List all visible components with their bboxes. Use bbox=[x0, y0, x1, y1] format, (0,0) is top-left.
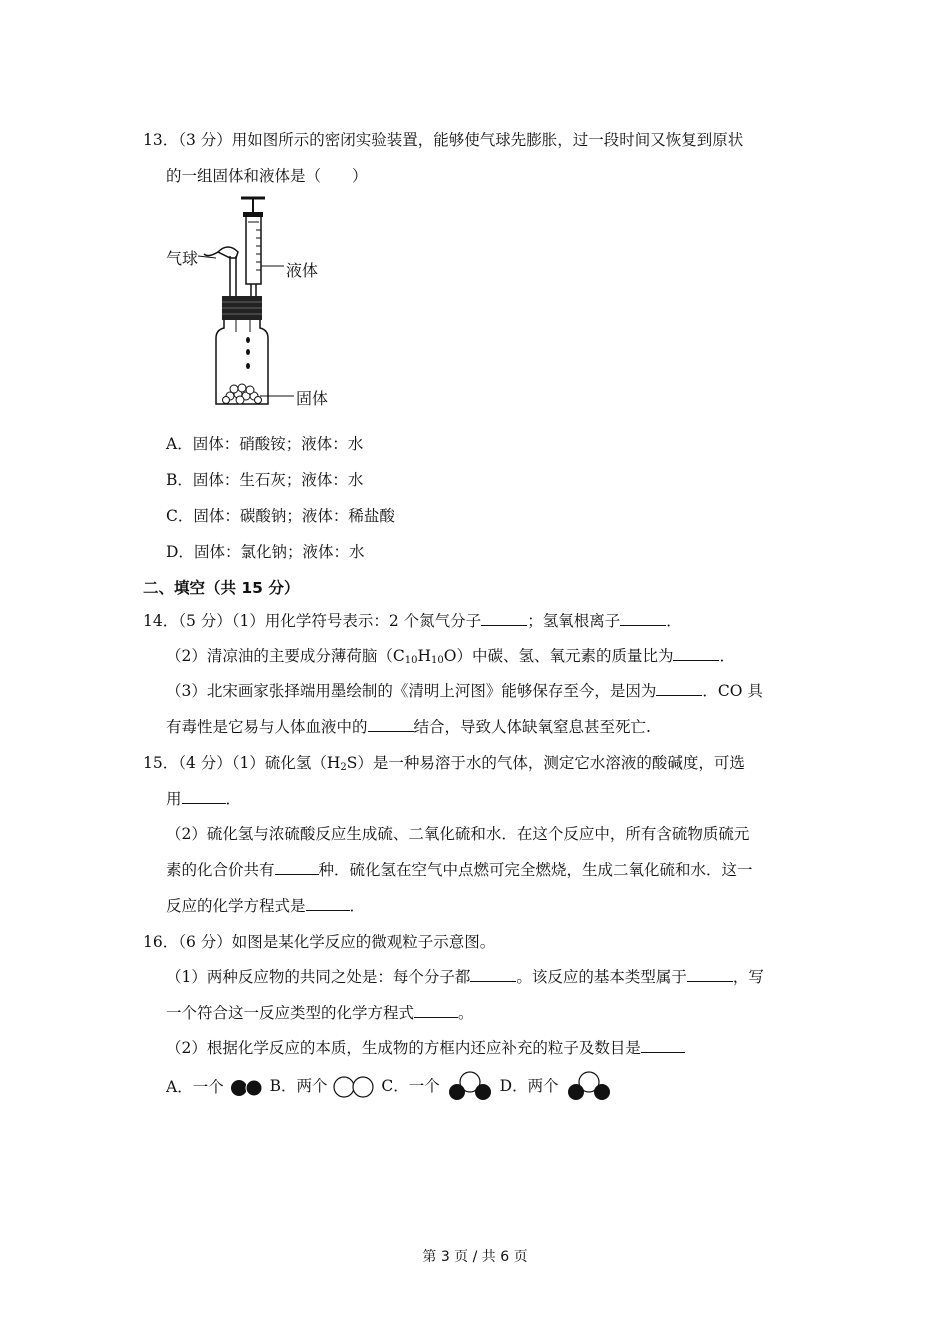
q14-line2 bbox=[166, 644, 735, 666]
option-text: 一个 bbox=[408, 1077, 440, 1095]
subscript: 2 bbox=[340, 762, 347, 773]
q16-option-a[interactable] bbox=[166, 1075, 265, 1100]
q14-p1-text: ． bbox=[666, 612, 682, 630]
q14-p3-text: 有毒性是它易与人体血液中的 bbox=[166, 718, 368, 736]
option-text: 固体：硝酸铵；液体：水 bbox=[192, 435, 364, 453]
q13-stem-line1: 用如图所示的密闭实验装置，能够使气球先膨胀，过一段时间又恢复到原状 bbox=[231, 131, 744, 149]
q16-line1 bbox=[143, 930, 495, 952]
q15-line5 bbox=[166, 894, 365, 916]
option-letter: B． bbox=[269, 1077, 297, 1095]
q15-p2-text: （2）硫化氢与浓硫酸反应生成硫、二氧化硫和水．在这个反应中，所有含硫物质硫元 bbox=[166, 825, 750, 843]
q14-p3-text: （3）北宋画家张择端用墨绘制的《清明上河图》能够保存至今，是因为 bbox=[166, 682, 657, 700]
q14-p2-text: ． bbox=[719, 647, 735, 665]
q14-p2-text: （2）清凉油的主要成分薄荷脑（C bbox=[166, 647, 405, 665]
q13-option-b[interactable] bbox=[166, 468, 363, 490]
q16-p1-text: 。 bbox=[458, 1004, 474, 1022]
q16-p1-text: 。该反应的基本类型属于 bbox=[516, 968, 687, 986]
black-black-molecule-icon bbox=[229, 1076, 265, 1100]
option-letter: A． bbox=[166, 1077, 193, 1096]
answer-blank[interactable] bbox=[481, 611, 527, 626]
q15-p2-text: 反应的化学方程式是 bbox=[166, 897, 306, 915]
option-letter: B． bbox=[166, 471, 193, 489]
q15-p1-text: 用 bbox=[166, 790, 182, 808]
q15-p2-text: 种．硫化氢在空气中点燃可完全燃烧，生成二氧化硫和水．这一 bbox=[318, 861, 753, 879]
option-letter: C． bbox=[166, 507, 194, 525]
white-white-molecule-icon bbox=[332, 1073, 376, 1101]
water-molecule-icon bbox=[445, 1070, 495, 1104]
q14-line4 bbox=[166, 715, 651, 737]
answer-blank[interactable] bbox=[368, 717, 414, 732]
q15-line2 bbox=[166, 787, 241, 809]
q15-p2-text: ． bbox=[349, 897, 366, 915]
q13-number: 13． bbox=[143, 131, 179, 149]
q15-line3 bbox=[166, 822, 749, 844]
answer-blank[interactable] bbox=[275, 860, 319, 875]
q16-p1-text: 一个符合这一反应类型的化学方程式 bbox=[166, 1004, 415, 1022]
option-letter: D． bbox=[166, 543, 194, 561]
q14-p3-text: ．CO 具 bbox=[702, 682, 763, 700]
q15-line4 bbox=[166, 858, 753, 880]
q13-option-a[interactable] bbox=[166, 432, 363, 454]
answer-blank[interactable] bbox=[687, 967, 733, 982]
q14-p3-text: 结合，导致人体缺氧窒息甚至死亡. bbox=[413, 718, 651, 736]
answer-blank[interactable] bbox=[470, 967, 516, 982]
option-letter: D． bbox=[499, 1077, 528, 1095]
page-footer: 第 3 页 / 共 6 页 bbox=[422, 1249, 528, 1265]
q13-score: （3 分） bbox=[178, 131, 232, 149]
q16-score: （6 分） bbox=[178, 933, 232, 951]
q14-line1 bbox=[143, 609, 682, 631]
option-text: 固体：氯化钠；液体：水 bbox=[193, 543, 365, 561]
apparatus-figure bbox=[160, 192, 350, 412]
q14-p2-text: O）中碳、氢、氧元素的质量比为 bbox=[443, 647, 674, 665]
answer-blank[interactable] bbox=[182, 789, 226, 804]
section-2-title: 二、填空（共 15 分） bbox=[143, 579, 300, 597]
subscript: 10 bbox=[431, 655, 444, 666]
balloon-label: 气球 bbox=[166, 249, 199, 268]
answer-blank[interactable] bbox=[414, 1003, 458, 1018]
q16-line2 bbox=[166, 965, 764, 987]
option-text: 两个 bbox=[527, 1077, 559, 1095]
solid-label: 固体 bbox=[296, 389, 329, 408]
q14-p1-text: （1）用化学符号表示：2 个氮气分子 bbox=[231, 612, 482, 630]
q14-p1-text: ；氢氧根离子 bbox=[527, 612, 621, 630]
q16-p1-text: ，写 bbox=[732, 968, 764, 986]
q16-option-d[interactable] bbox=[500, 1070, 614, 1104]
q13-stem-line2: 的一组固体和液体是（ ） bbox=[166, 167, 368, 185]
q13-option-c[interactable] bbox=[166, 504, 395, 526]
q13-option-d[interactable] bbox=[166, 540, 364, 562]
q15-line1 bbox=[143, 751, 745, 773]
apparatus-drawing bbox=[160, 192, 350, 412]
q15-p2-text: 素的化合价共有 bbox=[166, 861, 275, 879]
option-text: 固体：生石灰；液体：水 bbox=[192, 471, 364, 489]
q16-option-c[interactable] bbox=[381, 1070, 494, 1104]
answer-blank[interactable] bbox=[306, 896, 350, 911]
option-text: 一个 bbox=[192, 1077, 224, 1096]
q16-p2-text: （2）根据化学反应的本质，生成物的方框内还应补充的粒子及数目是 bbox=[166, 1039, 641, 1057]
q16-line4 bbox=[166, 1036, 685, 1058]
q16-number: 16． bbox=[143, 933, 179, 951]
q16-line3 bbox=[166, 1001, 474, 1023]
q14-p2-text: H bbox=[417, 647, 431, 665]
q15-score: （4 分） bbox=[178, 754, 232, 772]
answer-blank[interactable] bbox=[673, 646, 719, 661]
q16-stem: 如图是某化学反应的微观粒子示意图。 bbox=[231, 933, 496, 951]
q14-score: （5 分） bbox=[178, 612, 232, 630]
q13-line1 bbox=[143, 128, 743, 150]
q14-number: 14． bbox=[143, 612, 179, 630]
answer-blank[interactable] bbox=[620, 611, 666, 626]
q15-number: 15． bbox=[143, 754, 179, 772]
option-letter: C． bbox=[381, 1077, 409, 1095]
option-text: 两个 bbox=[296, 1077, 328, 1095]
option-letter: A． bbox=[166, 435, 193, 453]
q13-line2 bbox=[166, 164, 368, 186]
q15-p1-text: ． bbox=[225, 790, 242, 808]
water-molecule-icon bbox=[564, 1070, 614, 1104]
answer-blank[interactable] bbox=[641, 1038, 685, 1053]
liquid-label: 液体 bbox=[286, 261, 319, 280]
q15-p1-text: （1）硫化氢（H bbox=[231, 754, 341, 772]
q16-p1-text: （1）两种反应物的共同之处是：每个分子都 bbox=[166, 968, 471, 986]
subscript: 10 bbox=[404, 655, 418, 666]
q16-option-b[interactable] bbox=[270, 1073, 377, 1101]
option-text: 固体：碳酸钠；液体：稀盐酸 bbox=[193, 507, 395, 525]
q14-line3 bbox=[166, 679, 763, 701]
q15-p1-text: S）是一种易溶于水的气体，测定它水溶液的酸碱度，可选 bbox=[346, 754, 745, 772]
q16-options-row bbox=[166, 1070, 614, 1110]
answer-blank[interactable] bbox=[656, 681, 702, 696]
